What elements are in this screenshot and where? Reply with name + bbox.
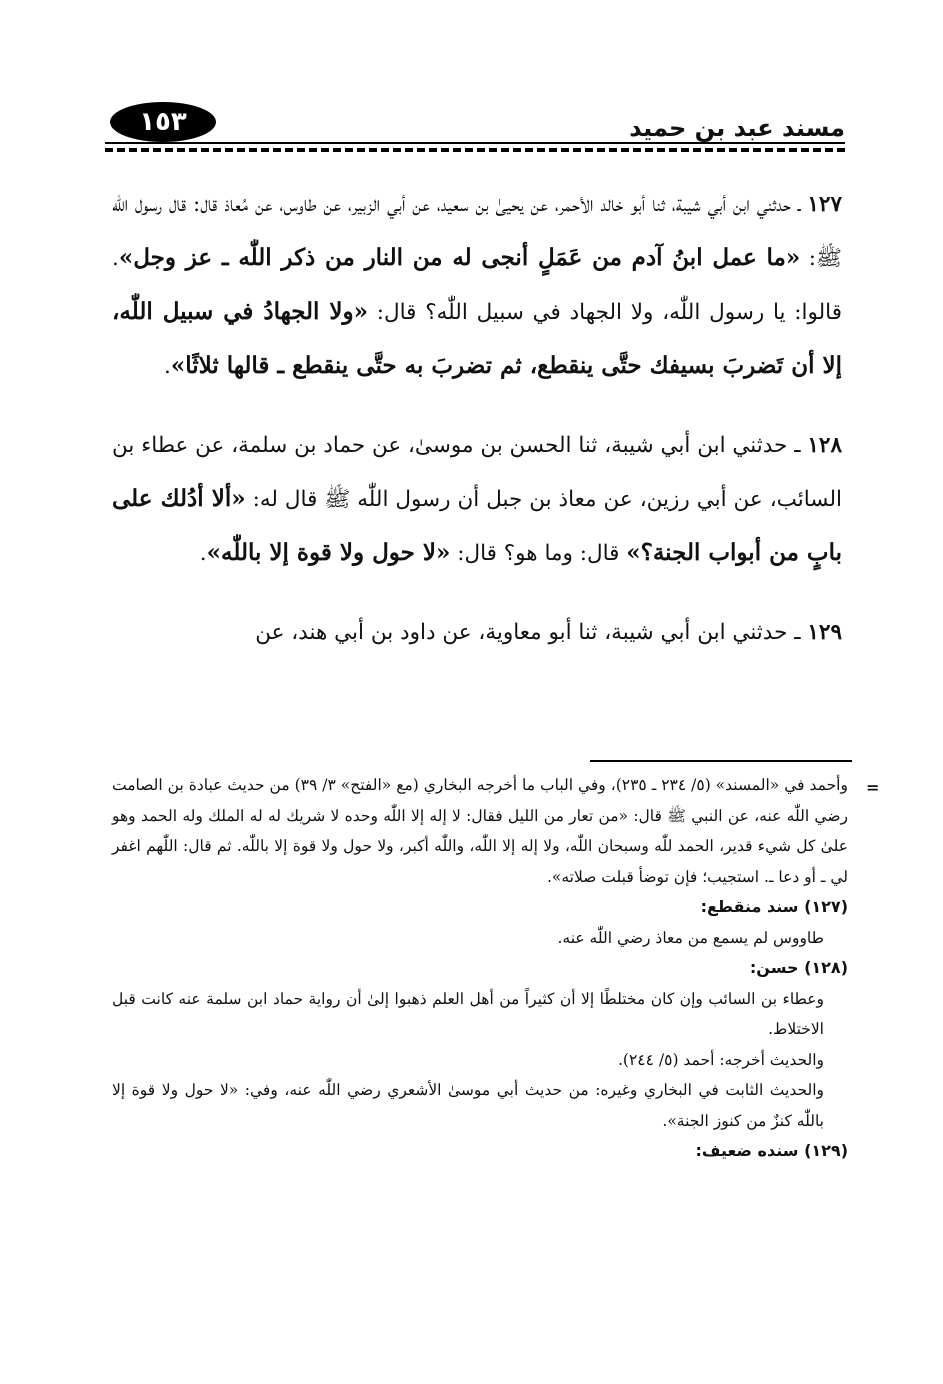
book-title: مسند عبد بن حميد [629, 114, 845, 142]
hadith-number: ١٢٧ [807, 192, 842, 217]
hadith-quote: «لا حول ولا قوة إلا باللّٰه» [206, 539, 451, 566]
footnote-127-text: طاووس لم يسمع من معاذ رضي اللّٰه عنه. [557, 928, 824, 947]
hadith-text: . قالوا: يا رسول اللّٰه، ولا الجهاد في سبيل اللّٰه؟ قال: [112, 246, 842, 325]
hadith-127 [112, 178, 842, 393]
hadith-quote: «ألا أدُلك على بابٍ من أبواب الجنة؟» [112, 485, 842, 566]
footnote-continuation-mark: = [866, 778, 880, 797]
hadith-quote: «ولا الجهادُ في سبيل اللّٰه، إلا أن تَضربَ بسيفك حتَّى ينقطع، ثم تضربَ به حتَّى ينقطع ـ قالها ثلاثًا» [112, 298, 842, 379]
hadith-text: قال: وما هو؟ قال: [450, 541, 627, 566]
header-dashed-rule [105, 148, 845, 152]
footnote-129-title: (١٢٩) سنده ضعيف: [695, 1141, 848, 1160]
hadith-text: . [164, 354, 171, 379]
hadith-129 [112, 606, 842, 659]
footnote-128-text: وعطاء بن السائب وإن كان مختلطًا إلا أن كثيراً من أهل العلم ذهبوا إلىٰ أن رواية حماد ابن سلمة عنه كانت قبل الاختلاط. [112, 989, 824, 1038]
footnote-separator [590, 760, 852, 762]
hadith-128 [112, 419, 842, 580]
page-number-badge: ١٥٣ [110, 102, 216, 142]
hadith-text: . [199, 541, 207, 566]
hadith-text: ـ حدثني ابن أبي شيبة، ثنا أبو معاوية، عن داود بن أبي هند، عن [255, 620, 808, 645]
hadith-number: ١٢٨ [807, 433, 842, 458]
header-rule [105, 142, 845, 144]
hadith-quote: «ما عمل ابنُ آدم من عَمَلٍ أنجى له من النار من ذكر اللّٰه ـ عز وجل» [118, 244, 801, 271]
hadith-number: ١٢٩ [807, 620, 842, 645]
hadith-text: ـ حدثني ابن أبي شيبة، ثنا أبو خالد الأحمر، عن يحيىٰ بن سعيد، عن أبي الزبير، عن طاوس، عن مُعاذ قال: قال رسول اللّٰه ﷺ: [112, 192, 842, 271]
footnote-128-text: والحديث الثابت في البخاري وغيره: من حديث أبي موسىٰ الأشعري رضي اللّٰه عنه، وفي: «لا حول ولا قوة إلا باللّٰه كنزٌ من كنوز الجنة». [112, 1081, 824, 1130]
main-text [112, 178, 842, 685]
hadith-text: ـ حدثني ابن أبي شيبة، ثنا الحسن بن موسىٰ، عن حماد بن سلمة، عن عطاء بن السائب، عن أبي رزين، عن معاذ بن جبل أن رسول اللّٰه ﷺ قال له: [112, 433, 842, 512]
footnote-127-title: (١٢٧) سند منقطع: [700, 897, 848, 916]
footnote-128-title: (١٢٨) حسن: [749, 958, 848, 977]
footnote-continuation: وأحمد في «المسند» (٥/ ٢٣٤ ـ ٢٣٥)، وفي الباب ما أخرجه البخاري (مع «الفتح» ٣/ ٣٩) من حديث عبادة بن الصامت رضي اللّٰه عنه، عن النبي ﷺ قال: «من تعار من الليل فقال: لا إله إلا اللّٰه وحده لا شريك له له الملك وله الحمد وهو علىٰ كل شيء قدير، الحمد للّٰه وسبحان اللّٰه، ولا إله إلا اللّٰه، واللّٰه أكبر، ولا حول ولا قوة إلا باللّٰه. ثم قال: اللّٰهم اغفر لي ـ أو دعا ـ. استجيب؛ فإن توضأ قبلت صلاته». [112, 776, 848, 886]
footnote-128-text: والحديث أخرجه: أحمد (٥/ ٢٤٤). [617, 1050, 824, 1069]
footnotes [112, 770, 848, 1167]
page-header [105, 98, 845, 158]
